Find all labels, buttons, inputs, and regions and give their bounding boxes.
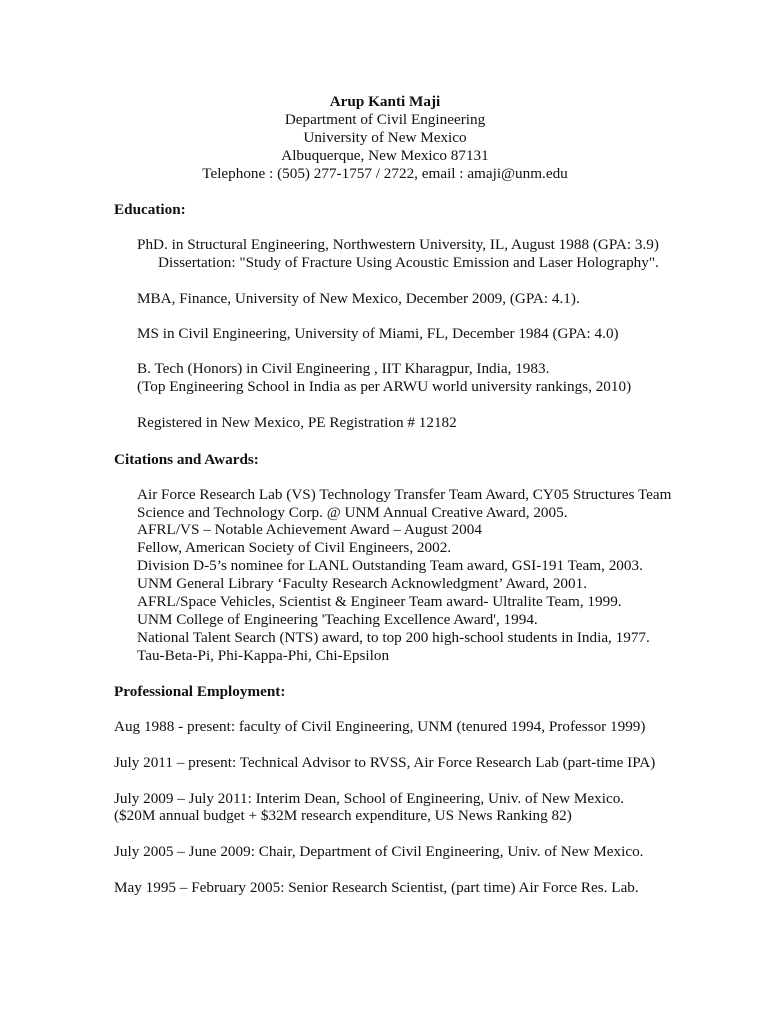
education-dissertation: Dissertation: "Study of Fracture Using Acoustic Emission and Laser Holography". [158, 254, 659, 271]
award-item: Science and Technology Corp. @ UNM Annual Creative Award, 2005. [137, 504, 568, 521]
award-item: UNM College of Engineering 'Teaching Excellence Award', 1994. [137, 611, 538, 628]
employment-item: July 2005 – June 2009: Chair, Department of Civil Engineering, Univ. of New Mexico. [114, 843, 644, 860]
contact-line: Telephone : (505) 277-1757 / 2722, email : amaji@unm.edu [202, 165, 568, 182]
award-item: National Talent Search (NTS) award, to top 200 high-school students in India, 1977. [137, 629, 650, 646]
award-item: AFRL/Space Vehicles, Scientist & Engineer Team award- Ultralite Team, 1999. [137, 593, 622, 610]
award-item: AFRL/VS – Notable Achievement Award – August 2004 [137, 521, 482, 538]
awards-heading: Citations and Awards: [114, 451, 259, 468]
education-heading: Education: [114, 201, 186, 218]
education-btech: B. Tech (Honors) in Civil Engineering , IIT Kharagpur, India, 1983. [137, 360, 550, 377]
education-btech-note: (Top Engineering School in India as per ARWU world university rankings, 2010) [137, 378, 632, 395]
award-item: UNM General Library ‘Faculty Research Acknowledgment’ Award, 2001. [137, 575, 588, 592]
award-item: Fellow, American Society of Civil Engineers, 2002. [137, 539, 452, 556]
employment-item: July 2011 – present: Technical Advisor to RVSS, Air Force Research Lab (part-time IPA) [114, 754, 656, 771]
city-line: Albuquerque, New Mexico 87131 [281, 147, 489, 164]
employment-item: May 1995 – February 2005: Senior Research Scientist, (part time) Air Force Res. Lab. [114, 879, 639, 896]
university-line: University of New Mexico [303, 129, 467, 146]
employment-item: Aug 1988 - present: faculty of Civil Engineering, UNM (tenured 1994, Professor 1999) [114, 718, 646, 735]
employment-item: ($20M annual budget + $32M research expenditure, US News Ranking 82) [114, 807, 572, 824]
education-phd: PhD. in Structural Engineering, Northwestern University, IL, August 1988 (GPA: 3.9) [137, 236, 659, 253]
education-ms: MS in Civil Engineering, University of Miami, FL, December 1984 (GPA: 4.0) [137, 325, 619, 342]
employment-item: July 2009 – July 2011: Interim Dean, School of Engineering, Univ. of New Mexico. [114, 790, 625, 807]
award-item: Division D-5’s nominee for LANL Outstanding Team award, GSI-191 Team, 2003. [137, 557, 643, 574]
education-mba: MBA, Finance, University of New Mexico, December 2009, (GPA: 4.1). [137, 290, 580, 307]
education-registration: Registered in New Mexico, PE Registration # 12182 [137, 414, 457, 431]
department-line: Department of Civil Engineering [284, 111, 486, 128]
award-item: Tau-Beta-Pi, Phi-Kappa-Phi, Chi-Epsilon [137, 647, 390, 664]
employment-heading: Professional Employment: [114, 683, 286, 700]
award-item: Air Force Research Lab (VS) Technology Transfer Team Award, CY05 Structures Team [137, 486, 672, 503]
person-name: Arup Kanti Maji [329, 93, 441, 110]
